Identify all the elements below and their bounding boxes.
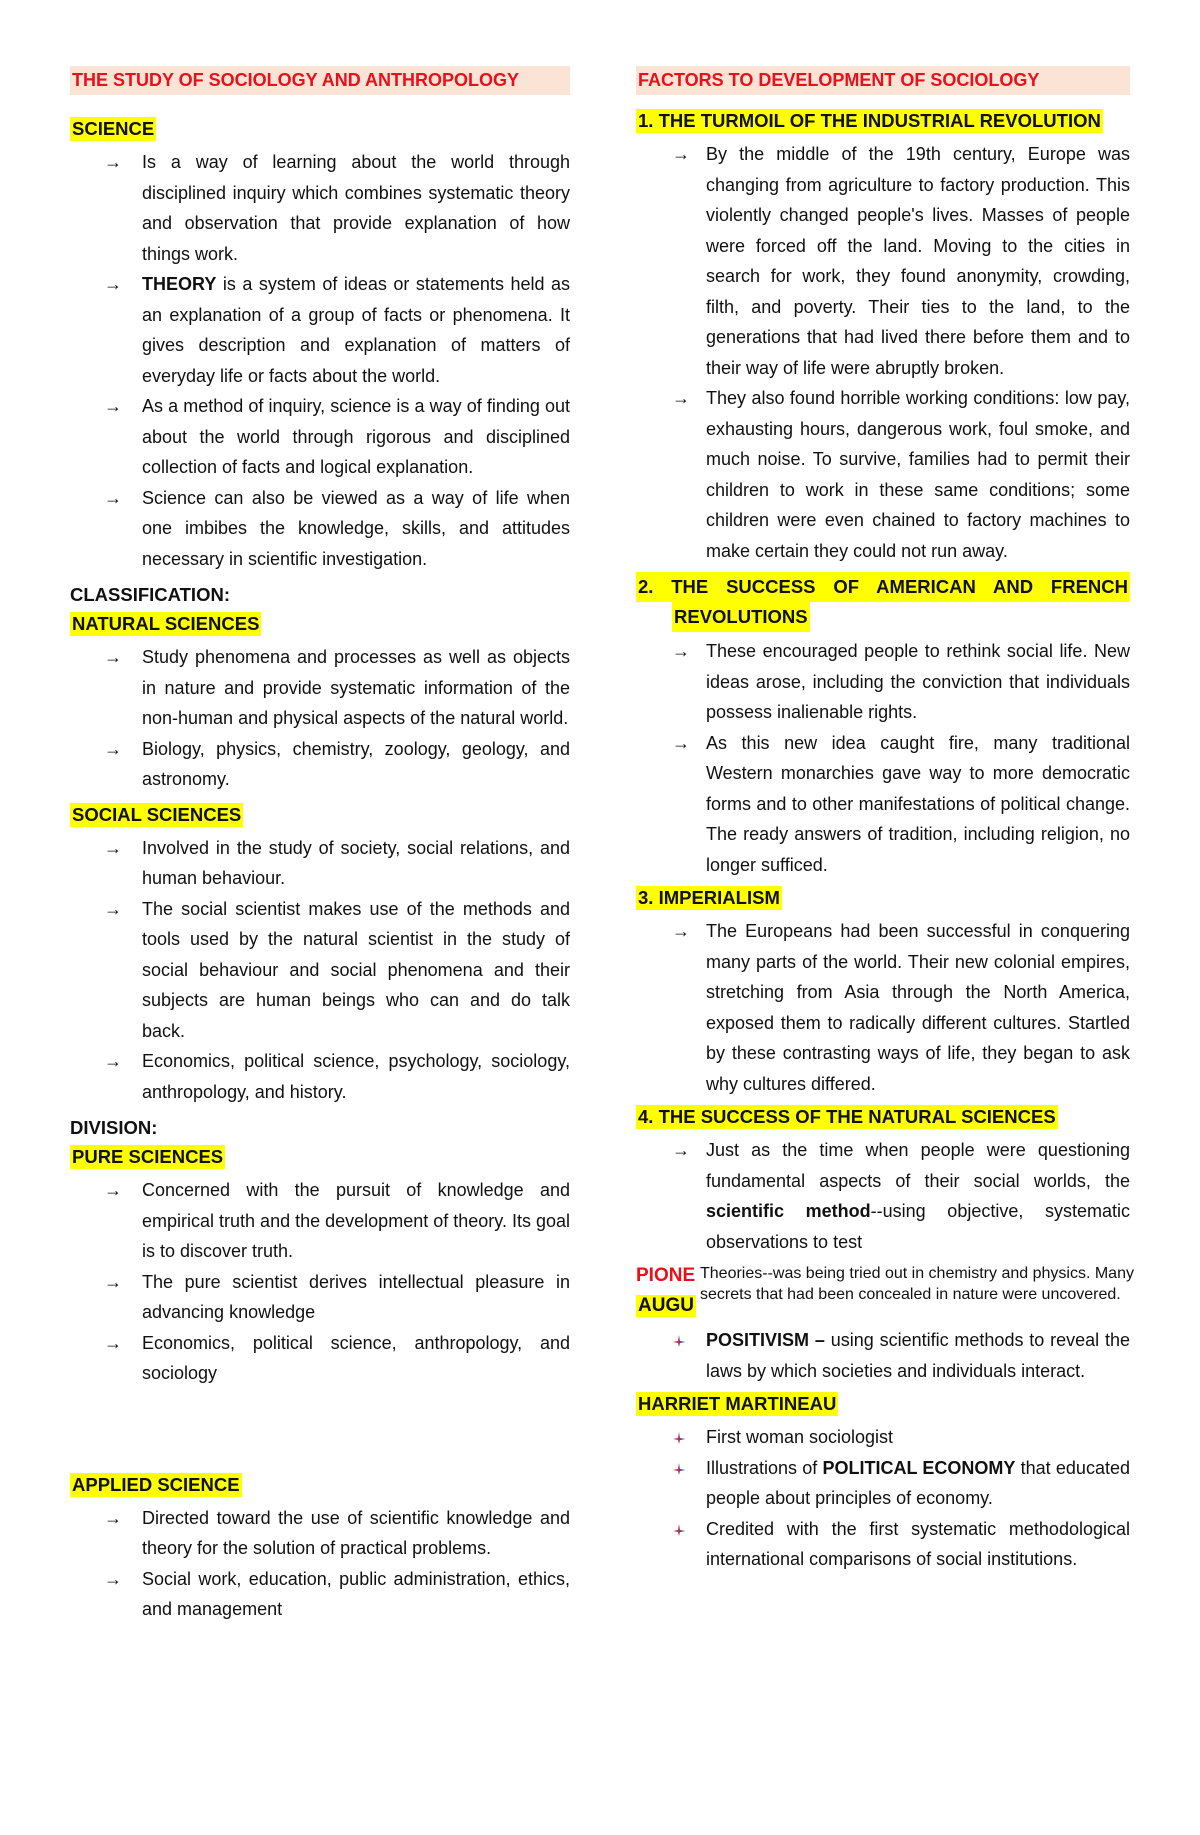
applied-list: [70, 1503, 570, 1625]
arrow-bullet-icon: →: [104, 1271, 122, 1292]
arrow-bullet-icon: →: [104, 837, 122, 858]
list-item: → The Europeans had been successful in conquering many parts of the world. Their new colonial empires, stretching from Asia through the North America, exposed them to radically different cultures. Startled by these contrasting ways of life, they began to ask why cultures differed.: [636, 916, 1130, 1099]
arrow-bullet-icon: →: [672, 388, 690, 408]
arrow-bullet-icon: →: [104, 738, 122, 759]
theory-term: THEORY: [142, 274, 217, 294]
list-item: → THEORY is a system of ideas or statements held as an explanation of a group of facts or phenomena. It gives description and explanation of matters of everyday life or facts about the world.: [70, 269, 570, 391]
pioneers-block: [636, 1261, 1134, 1319]
arrow-bullet-icon: →: [672, 732, 690, 753]
factors-title: FACTORS TO DEVELOPMENT OF SOCIOLOGY: [636, 66, 1130, 95]
list-item: → Economics, political science, anthropology, and sociology: [70, 1328, 570, 1389]
revolutions-list: [636, 636, 1130, 880]
natural-success-list: [636, 1135, 1130, 1257]
list-item: → Involved in the study of society, social relations, and human behaviour.: [70, 833, 570, 894]
arrow-bullet-icon: →: [672, 641, 690, 661]
list-item: → Study phenomena and processes as well as objects in nature and provide systematic information of the non-human and physical aspects of the natural world.: [70, 642, 570, 734]
natural-list: [70, 642, 570, 795]
theories-note: Theories--was being tried out in chemistry and physics. Many secrets that had been concealed in nature were uncovered.: [700, 1265, 1134, 1303]
arrow-bullet-icon: →: [104, 1507, 122, 1528]
arrow-bullet-icon: →: [104, 1180, 122, 1200]
applied-science-heading: APPLIED SCIENCE: [72, 1473, 240, 1495]
arrow-bullet-icon: →: [104, 1051, 122, 1071]
industrial-revolution-heading: 1. THE TURMOIL OF THE INDUSTRIAL REVOLUTION: [638, 110, 1101, 131]
arrow-bullet-icon: →: [672, 1140, 690, 1160]
positivism-list: [636, 1325, 1130, 1386]
natural-sciences-heading: NATURAL SCIENCES: [72, 613, 260, 634]
list-item: → The social scientist makes use of the methods and tools used by the natural scientist in the study of social behaviour and social phenomena and their subjects are human beings who can and do talk back.: [70, 894, 570, 1047]
list-item: → These encouraged people to rethink social life. New ideas arose, including the conviction that individuals possess inalienable rights.: [636, 636, 1130, 728]
arrow-bullet-icon: →: [104, 1568, 122, 1589]
arrow-bullet-icon: →: [104, 274, 122, 294]
list-item: → Just as the time when people were questioning fundamental aspects of their social worlds, the scientific method--using objective, systematic observations to test: [636, 1135, 1130, 1257]
list-item: → Directed toward the use of scientific knowledge and theory for the solution of practical problems.: [70, 1503, 570, 1564]
arrow-bullet-icon: →: [104, 487, 122, 508]
arrow-bullet-icon: →: [104, 1332, 122, 1353]
bird-bullet-icon: [672, 1431, 686, 1445]
revolutions-heading: 2. THE SUCCESS OF AMERICAN AND FRENCH REVOLUTIONS: [636, 572, 1130, 632]
list-item: → Science can also be viewed as a way of life when one imbibes the knowledge, skills, and attitudes necessary in scientific investigation.: [70, 483, 570, 575]
auguste-heading-fragment: AUGU: [638, 1295, 694, 1316]
science-list: [70, 147, 570, 574]
martineau-list: [636, 1422, 1130, 1575]
classification-heading: CLASSIFICATION:: [70, 584, 230, 605]
list-item: POSITIVISM – using scientific methods to reveal the laws by which societies and individuals interact.: [636, 1325, 1130, 1386]
list-item: First woman sociologist: [636, 1422, 1130, 1453]
list-item: → The pure scientist derives intellectual pleasure in advancing knowledge: [70, 1267, 570, 1328]
list-item: → Social work, education, public administration, ethics, and management: [70, 1564, 570, 1625]
pioneers-heading-fragment: PIONE: [636, 1265, 696, 1286]
division-heading: DIVISION:: [70, 1117, 158, 1138]
industrial-list: [636, 139, 1130, 566]
pure-sciences-heading: PURE SCIENCES: [72, 1146, 224, 1167]
list-item: → Biology, physics, chemistry, zoology, geology, and astronomy.: [70, 734, 570, 795]
arrow-bullet-icon: →: [104, 396, 122, 416]
arrow-bullet-icon: →: [104, 647, 122, 667]
list-item: → As a method of inquiry, science is a way of finding out about the world through rigorous and disciplined collection of facts and logical explanation.: [70, 391, 570, 483]
arrow-bullet-icon: →: [104, 898, 122, 919]
social-sciences-heading: SOCIAL SCIENCES: [72, 803, 242, 825]
list-item: → By the middle of the 19th century, Europe was changing from agriculture to factory production. This violently changed people's lives. Masses of people were forced off the land. Moving to the cities in search for work, they found anonymity, crowding, filth, and poverty. Their ties to the land, to the generations that had lived there before them and to their way of life were abruptly broken.: [636, 139, 1130, 383]
arrow-bullet-icon: →: [104, 152, 122, 172]
arrow-bullet-icon: →: [672, 144, 690, 164]
right-column: [636, 66, 1134, 1575]
science-heading: SCIENCE: [72, 118, 155, 139]
imperialism-heading: 3. IMPERIALISM: [638, 887, 780, 908]
pure-list: [70, 1175, 570, 1389]
list-item: → Concerned with the pursuit of knowledge and empirical truth and the development of theory. Its goal is to discover truth.: [70, 1175, 570, 1267]
left-column: [70, 66, 570, 1625]
martineau-heading: HARRIET MARTINEAU: [638, 1393, 837, 1414]
imperialism-list: [636, 916, 1130, 1099]
bird-bullet-icon: [672, 1462, 686, 1476]
list-item: → They also found horrible working conditions: low pay, exhausting hours, dangerous work, foul smoke, and much noise. To survive, families had to permit their children to work in these same conditions; some children were even chained to factory machines to make certain they could not run away.: [636, 383, 1130, 566]
social-list: [70, 833, 570, 1108]
list-item: Credited with the first systematic methodological international comparisons of social institutions.: [636, 1514, 1130, 1575]
page-title: THE STUDY OF SOCIOLOGY AND ANTHROPOLOGY: [70, 66, 570, 95]
arrow-bullet-icon: →: [672, 921, 690, 941]
natural-sciences-success-heading: 4. THE SUCCESS OF THE NATURAL SCIENCES: [638, 1106, 1056, 1127]
list-item: → Is a way of learning about the world through disciplined inquiry which combines systematic theory and observation that provide explanation of how things work.: [70, 147, 570, 269]
list-item: Illustrations of POLITICAL ECONOMY that educated people about principles of economy.: [636, 1453, 1130, 1514]
bird-bullet-icon: [672, 1334, 686, 1348]
list-item: → As this new idea caught fire, many traditional Western monarchies gave way to more democratic forms and to other manifestations of political change. The ready answers of tradition, including religion, no longer sufficed.: [636, 728, 1130, 881]
list-item: → Economics, political science, psychology, sociology, anthropology, and history.: [70, 1046, 570, 1107]
bird-bullet-icon: [672, 1523, 686, 1537]
